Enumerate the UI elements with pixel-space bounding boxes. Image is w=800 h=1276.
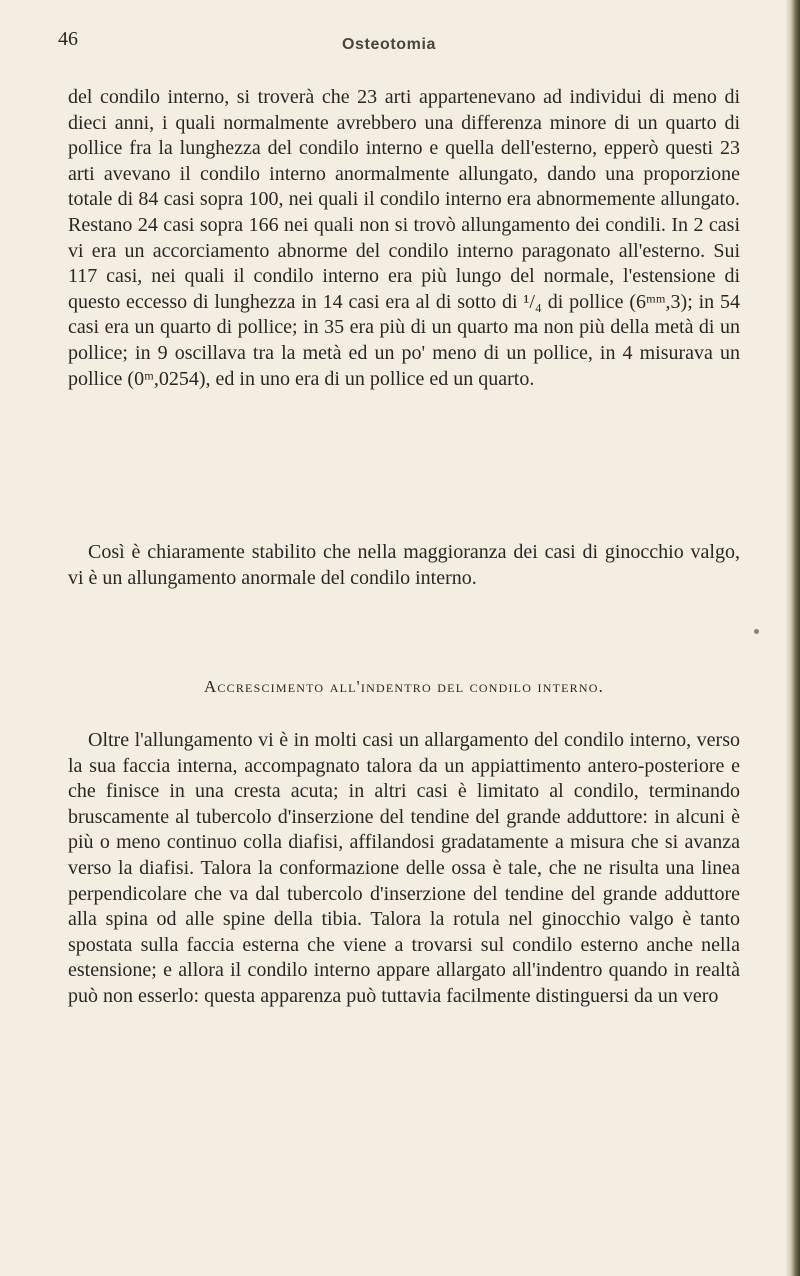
margin-dot [754,629,759,634]
paragraph-conclusion: Così è chiaramente stabilito che nella maggioranza dei casi di ginocchio valgo, vi è un allungamento anormale del condilo interno. [68,541,740,589]
page-binding-edge [786,0,800,1276]
running-title: Osteotomia [342,36,437,53]
page-header [58,28,748,58]
page-number: 46 [58,28,78,50]
paragraph-section-body: Oltre l'allungamento vi è in molti casi un allargamento del condilo interno, verso la sua faccia interna, accompagnato talora da un appiattimento antero-posteriore e che finisce in una cresta acuta; in altri casi è limitato al condilo, terminando bruscamente al tubercolo d'inserzione del tendine del grande adduttore: in alcuni è più o meno continuo colla diafisi, affilandosi gradatamente a misura che si avanza verso la diafisi. Talora la conformazione delle ossa è tale, che ne risulta una linea perpendicolare che va dal tubercolo d'inserzione del tendine del grande adduttore alla spina od alle spine della tibia. Talora la rotula nel ginocchio valgo è tanto spostata sulla faccia esterna che viene a trovarsi sul condilo esterno anche nella estensione; e allora il condilo interno appare allargato all'indentro quando in realtà può non esserlo: questa apparenza può tuttavia facilmente distinguersi da un vero [68,729,740,1007]
section-heading: Accrescimento all'indentro del condilo interno. [203,677,605,696]
paragraph-continuation: del condilo interno, si troverà che 23 arti appartenevano ad individui di meno di dieci anni, i quali normalmente avrebbero una differenza minore di un quarto di pollice fra la lunghezza del condilo interno e quella dell'esterno, epperò questi 23 arti avevano il condilo interno anormalmente allungato, dando una proporzione totale di 84 casi sopra 100, nei quali il condilo interno era abnormemente allungato. Restano 24 casi sopra 166 nei quali non si trovò allungamento dei condili. In 2 casi vi era un accorciamento abnorme del condilo interno paragonato all'esterno. Sui 117 casi, nei quali il condilo interno era più lungo del normale, l'estensione di questo eccesso di lunghezza in 14 casi era al di sotto di ¹/₄ di pollice (6ᵐᵐ,3); in 54 casi era un quarto di pollice; in 35 era più di un quarto ma non più della metà di un pollice; in 9 oscillava tra la metà ed un po' meno di un pollice, in 4 misurava un pollice (0ᵐ,0254), ed in uno era di un pollice ed un quarto. [68,86,740,390]
